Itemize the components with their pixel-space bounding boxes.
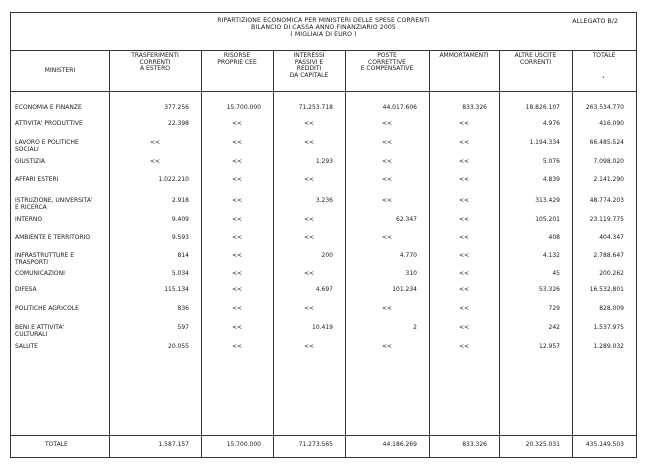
empty-value-marker: << [231,234,243,241]
amount-value: 2.788.647 [593,252,624,259]
amount-value: 101.234 [392,286,417,293]
ministry-name: DIFESA [15,286,37,293]
amount-value: 12.957 [539,343,560,350]
column-header: DA CAPITALE [289,71,329,79]
ministry-name: COMUNICAZIONI [15,270,65,277]
empty-value-marker: << [303,270,315,277]
amount-value: 16.532.801 [589,286,624,293]
ministry-name: BENI E ATTIVITA' [15,324,65,331]
amount-value: 53.326 [539,286,560,293]
column-header: INTERESSI [293,52,325,59]
empty-value-marker: << [231,158,243,165]
total-amount: 71.273.565 [298,441,333,448]
report-title-line-2: BILANCIO DI CASSA ANNO FINANZIARIO 2005 [251,24,396,31]
ministry-name: LAVORO E POLITICHE [15,139,79,146]
empty-value-marker: << [458,158,470,165]
total-amount: 435.149.503 [585,441,624,448]
column-header: CORRENTI [139,58,171,66]
amount-value: 2.141.290 [593,176,624,183]
amount-value: 115.134 [164,286,189,293]
amount-value: 23.119.775 [589,216,624,223]
amount-value: 9.593 [171,234,189,241]
amount-value: 45 [552,270,560,277]
empty-value-marker: << [458,252,470,259]
amount-value: 833.326 [462,104,487,111]
ministry-name: ISTRUZIONE, UNIVERSITA' [15,197,93,204]
empty-value-marker: << [458,305,470,312]
total-amount: 833.326 [462,441,487,448]
empty-value-marker: << [231,286,243,293]
amount-value: 729 [548,305,560,312]
total-amount: 20.325.031 [525,441,560,448]
ministry-name: CULTURALI [15,330,48,338]
ministry-name: SOCIALI [15,145,39,153]
amount-value: 4.839 [542,176,560,183]
ministry-name: ECONOMIA E FINANZE [15,104,82,111]
empty-value-marker: << [231,216,243,223]
empty-value-marker: << [231,305,243,312]
column-header: RISORSE [223,52,251,59]
empty-value-marker: << [231,343,243,350]
amount-value: 828.009 [599,305,624,312]
empty-value-marker: << [381,197,393,204]
amount-value: 66.485.524 [589,139,624,146]
amount-value: 4.770 [399,252,417,259]
column-header: AMMORTAMENTI [439,52,489,59]
amount-value: 20.055 [168,343,189,350]
report-title-line-3: ( MIGLIAIA DI EURO ) [290,31,357,38]
ministry-name: POLITICHE AGRICOLE [15,305,79,312]
amount-value: 1.293 [315,158,333,165]
amount-value: 200 [321,252,333,259]
ministry-name: AMBIENTE E TERRITORIO [15,234,91,241]
amount-value: 105.201 [535,216,560,223]
empty-value-marker: << [458,120,470,127]
column-header: PASSIVI E [294,58,324,66]
ministry-name: ATTIVITA' PRODUTTIVE [15,120,83,127]
total-amount: 44.186.269 [382,441,417,448]
amount-value: 313.429 [535,197,560,204]
amount-value: 1.022.210 [158,176,189,183]
ministry-name: AFFARI ESTERI [15,176,59,183]
empty-value-marker: << [231,197,243,204]
amount-value: 5.034 [171,270,189,277]
empty-value-marker: << [381,234,393,241]
empty-value-marker: << [458,197,470,204]
amount-value: 7.098.020 [593,158,624,165]
empty-value-marker: << [149,139,161,146]
amount-value: 200.262 [599,270,624,277]
empty-value-marker: << [381,305,393,312]
total-amount: 1.587.157 [158,441,189,448]
empty-value-marker: << [381,139,393,146]
amount-value: 1.194.334 [529,139,560,146]
amount-value: 2 [413,324,417,331]
amount-value: 836 [177,305,189,312]
amount-value: 4.976 [542,120,560,127]
allegato-label: ALLEGATO B/2 [572,17,618,25]
amount-value: 814 [177,252,189,259]
ministry-name: SALUTE [15,343,38,350]
empty-value-marker: << [458,270,470,277]
empty-value-marker: << [458,234,470,241]
column-header: PROPRIE CEE [217,58,257,66]
empty-value-marker: << [458,286,470,293]
empty-value-marker: << [381,120,393,127]
amount-value: 10.419 [312,324,333,331]
empty-value-marker: << [303,234,315,241]
empty-value-marker: << [458,176,470,183]
column-header: TRASFERIMENTI [131,52,179,59]
column-header: ALTRE USCITE [514,52,557,59]
amount-value: 263.534.770 [585,104,624,111]
ministry-name: INTERNO [15,216,43,223]
amount-value: 71.253.718 [298,104,333,111]
ministry-name: INFRASTRUTTURE E [15,252,75,259]
column-header: MINISTERI [44,67,76,74]
empty-value-marker: << [458,324,470,331]
amount-value: 15.700.000 [226,104,261,111]
empty-value-marker: << [231,324,243,331]
empty-value-marker: << [303,343,315,350]
amount-value: 9.409 [171,216,189,223]
total-marker: • [602,75,605,81]
column-header: POSTE [377,52,397,59]
empty-value-marker: << [303,176,315,183]
empty-value-marker: << [303,120,315,127]
report-header [11,13,636,51]
ministry-name: TRASPORTI [15,258,49,266]
column-header: A ESTERO [140,65,170,73]
empty-value-marker: << [458,216,470,223]
total-divider [11,435,636,436]
empty-value-marker: << [231,139,243,146]
empty-value-marker: << [458,139,470,146]
ministry-name: GIUSTIZIA [15,158,46,165]
amount-value: 310 [405,270,417,277]
amount-value: 416.090 [599,120,624,127]
amount-value: 62.347 [396,216,417,223]
total-label: TOTALE [45,441,68,448]
amount-value: 2.918 [171,197,189,204]
amount-value: 5.076 [542,158,560,165]
empty-value-marker: << [303,305,315,312]
amount-value: 597 [177,324,189,331]
total-amount: 15.700.000 [226,441,261,448]
amount-value: 18.826.107 [525,104,560,111]
empty-value-marker: << [231,176,243,183]
amount-value: 408 [548,234,560,241]
empty-value-marker: << [381,158,393,165]
amount-value: 1.537.975 [593,324,624,331]
amount-value: 22.398 [168,120,189,127]
empty-value-marker: << [231,252,243,259]
empty-value-marker: << [381,176,393,183]
header-divider [11,91,636,92]
empty-value-marker: << [458,343,470,350]
amount-value: 44.017.606 [382,104,417,111]
empty-value-marker: << [231,120,243,127]
empty-value-marker: << [149,158,161,165]
amount-value: 377.256 [164,104,189,111]
amount-value: 48.774.203 [589,197,624,204]
column-header: E COMPENSATIVE [360,65,414,73]
amount-value: 3.236 [315,197,333,204]
column-header: CORRENTI [520,58,551,66]
amount-value: 4.697 [315,286,333,293]
column-header: REDDITI [296,65,322,73]
empty-value-marker: << [303,139,315,146]
empty-value-marker: << [381,343,393,350]
report-title-line-1: RIPARTIZIONE ECONOMICA PER MINISTERI DELLE SPESE CORRENTI [217,17,430,24]
amount-value: 404.347 [599,234,624,241]
amount-value: 4.132 [542,252,560,259]
amount-value: 1.289.032 [593,343,624,350]
empty-value-marker: << [231,270,243,277]
column-header: CORRETTIVE [368,58,406,66]
column-header: TOTALE [592,52,616,59]
ministry-name: E RICERCA [15,203,47,211]
amount-value: 242 [548,324,560,331]
empty-value-marker: << [303,216,315,223]
document-page [10,12,637,458]
